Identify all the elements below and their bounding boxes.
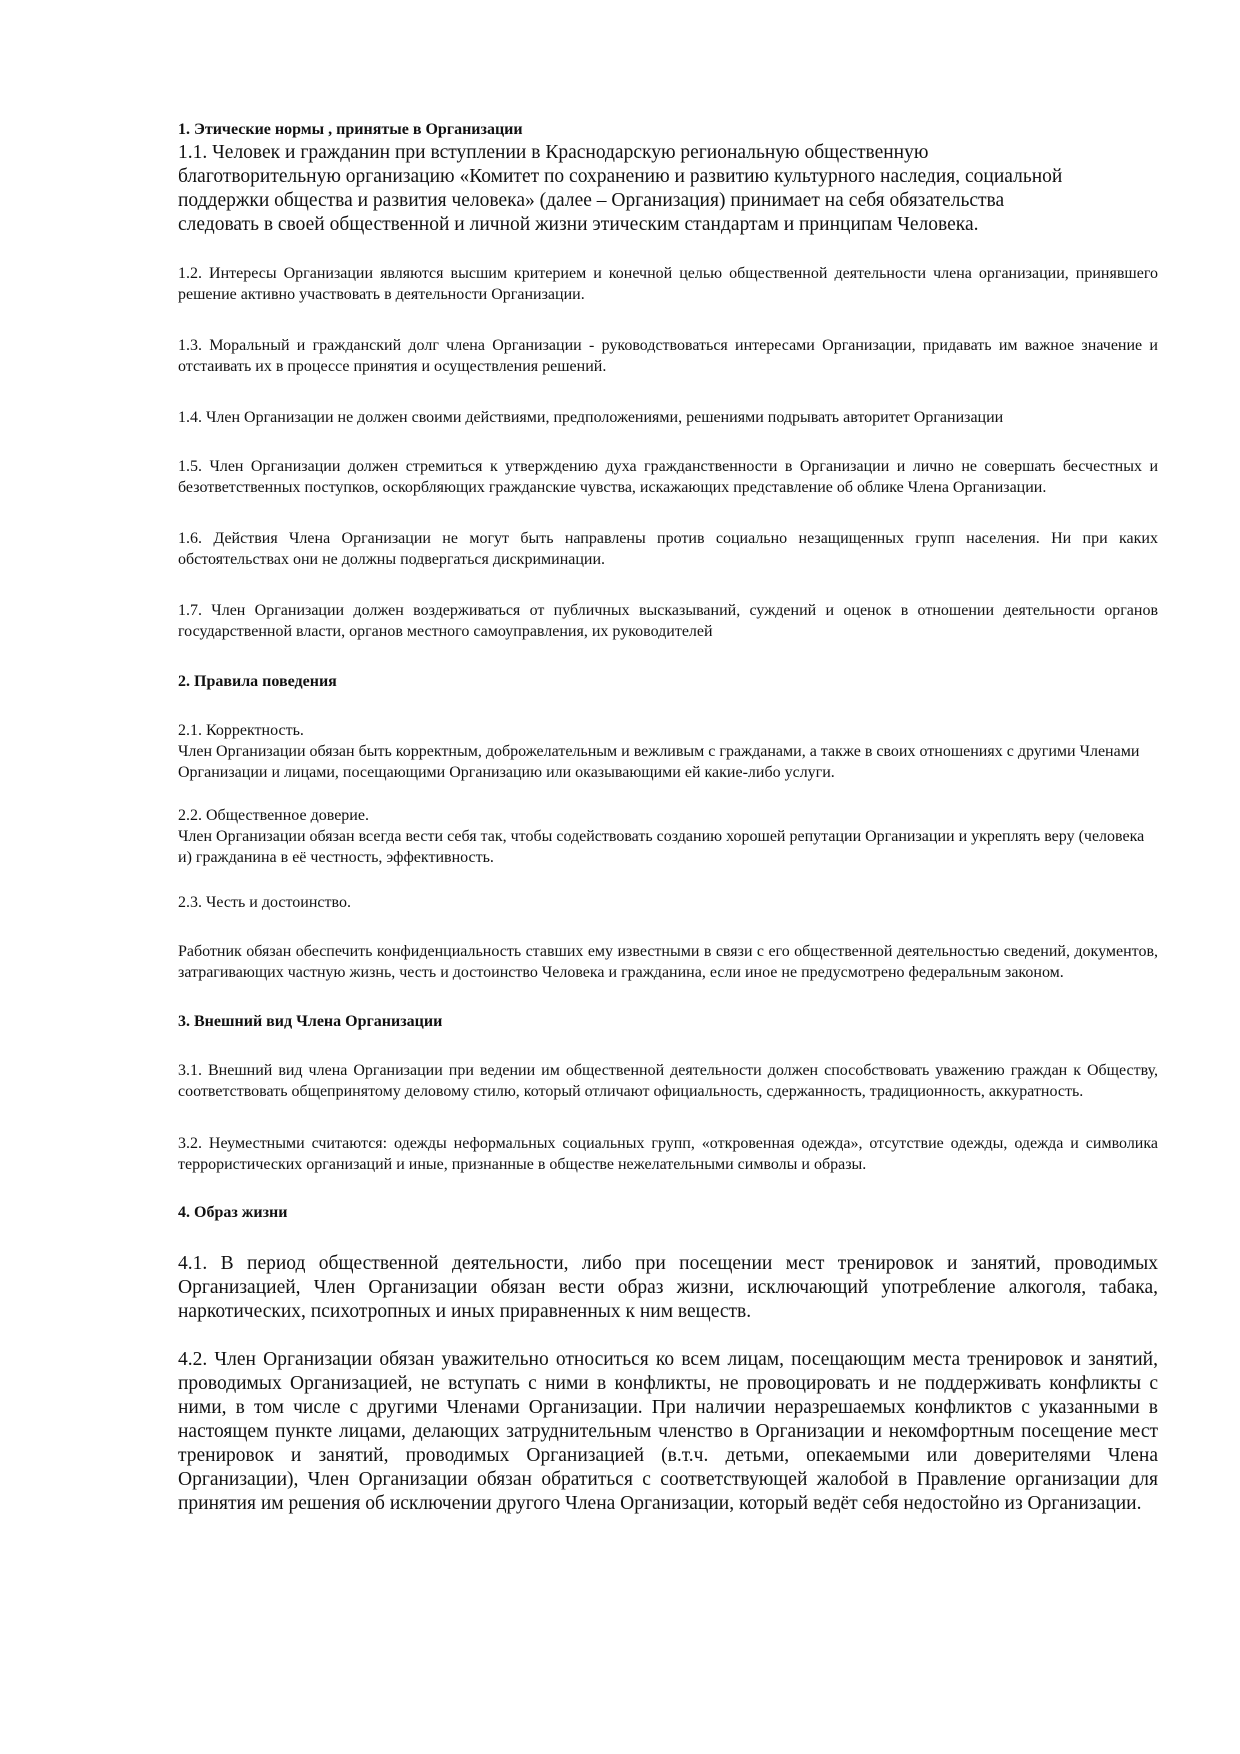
section-1-title: 1. Этические нормы , принятые в Организации: [178, 121, 523, 138]
paragraph-2-3-heading: 2.3. Честь и достоинство.: [178, 894, 351, 911]
paragraph-1-1-line: следовать в своей общественной и личной жизни этическим стандартам и принципам Человека.: [178, 214, 979, 235]
paragraph-1-5: 1.5. Член Организации должен стремиться к утверждению духа гражданственности в Организации и лично не совершать бесчестных и безответственных поступков, оскорбляющих гражданские чувства, искажающих представление об облике Члена Организации.: [178, 458, 1158, 496]
paragraph-1-4: 1.4. Член Организации не должен своими действиями, предположениями, решениями подрывать авторитет Организации: [178, 409, 1004, 426]
paragraph-2-2-heading: 2.2. Общественное доверие.: [178, 807, 369, 824]
paragraph-4-1: 4.1. В период общественной деятельности, либо при посещении мест тренировок и занятий, проводимых Организацией, Член Организации обязан вести образ жизни, исключающий употребление алкоголя, табака, наркотических, психотропных и иных приравненных к ним веществ.: [178, 1253, 1158, 1322]
section-4-title: 4. Образ жизни: [178, 1204, 288, 1221]
paragraph-3-2: 3.2. Неуместными считаются: одежды неформальных социальных групп, «откровенная одежда», отсутствие одежды, одежда и символика террористических организаций и иные, признанные в обществе нежелательными символы и образы.: [178, 1135, 1158, 1173]
paragraph-2-1-heading: 2.1. Корректность.: [178, 722, 304, 739]
paragraph-1-3: 1.3. Моральный и гражданский долг члена Организации - руководствоваться интересами Организации, придавать им важное значение и отстаивать их в процессе принятия и осуществления решений.: [178, 337, 1158, 375]
paragraph-2-3-body: Работник обязан обеспечить конфиденциальность ставших ему известными в связи с его общественной деятельностью сведений, документов, затрагивающих частную жизнь, честь и достоинство Человека и гражданина, если иное не предусмотрено федеральным законом.: [178, 943, 1158, 981]
paragraph-1-6: 1.6. Действия Члена Организации не могут быть направлены против социально незащищенных групп населения. Ни при каких обстоятельствах они не должны подвергаться дискриминации.: [178, 530, 1158, 568]
paragraph-1-1-line: поддержки общества и развития человека» (далее – Организация) принимает на себя обязательства: [178, 190, 1005, 211]
document-page: [178, 120, 1158, 1516]
section-3-title: 3. Внешний вид Члена Организации: [178, 1013, 443, 1030]
paragraph-2-2-body: Член Организации обязан всегда вести себя так, чтобы содействовать созданию хорошей репутации Организации и укреплять веру (человека и) гражданина в её честность, эффективность.: [178, 828, 1145, 866]
paragraph-1-1: [178, 141, 1158, 237]
paragraph-3-1: 3.1. Внешний вид члена Организации при ведении им общественной деятельности должен способствовать уважению граждан к Обществу, соответствовать общепринятому деловому стилю, который отличают официальность, сдержанность, традиционность, аккуратность.: [178, 1062, 1158, 1100]
paragraph-4-2: 4.2. Член Организации обязан уважительно относиться ко всем лицам, посещающим места тренировок и занятий, проводимых Организацией, не вступать с ними в конфликты, не провоцировать и не поддерживать конфликты с ними, в том числе с другими Членами Организации. При наличии неразрешаемых конфликтов с указанными в настоящем пункте лицами, делающих затруднительным членство в Организации и некомфортным посещение мест тренировок и занятий, проводимых Организацией (в.т.ч. детьми, опекаемыми или доверителями Члена Организации), Член Организации обязан обратиться с соответствующей жалобой в Правление организации для принятия им решения об исключении другого Члена Организации, который ведёт себя недостойно из Организации.: [178, 1349, 1158, 1514]
paragraph-1-2: 1.2. Интересы Организации являются высшим критерием и конечной целью общественной деятельности члена организации, принявшего решение активно участвовать в деятельности Организации.: [178, 265, 1158, 303]
paragraph-1-7: 1.7. Член Организации должен воздерживаться от публичных высказываний, суждений и оценок в отношении деятельности органов государственной власти, органов местного самоуправления, их руководителей: [178, 602, 1158, 640]
paragraph-1-1-line: 1.1. Человек и гражданин при вступлении в Краснодарскую региональную общественную: [178, 142, 929, 163]
section-2-title: 2. Правила поведения: [178, 673, 337, 690]
paragraph-2-1-body: Член Организации обязан быть корректным, доброжелательным и вежливым с гражданами, а также в своих отношениях с другими Членами Организации и лицами, посещающими Организацию или оказывающими ей какие-либо услуги.: [178, 743, 1140, 781]
paragraph-1-1-line: благотворительную организацию «Комитет по сохранению и развитию культурного наследия, социальной: [178, 166, 1063, 187]
